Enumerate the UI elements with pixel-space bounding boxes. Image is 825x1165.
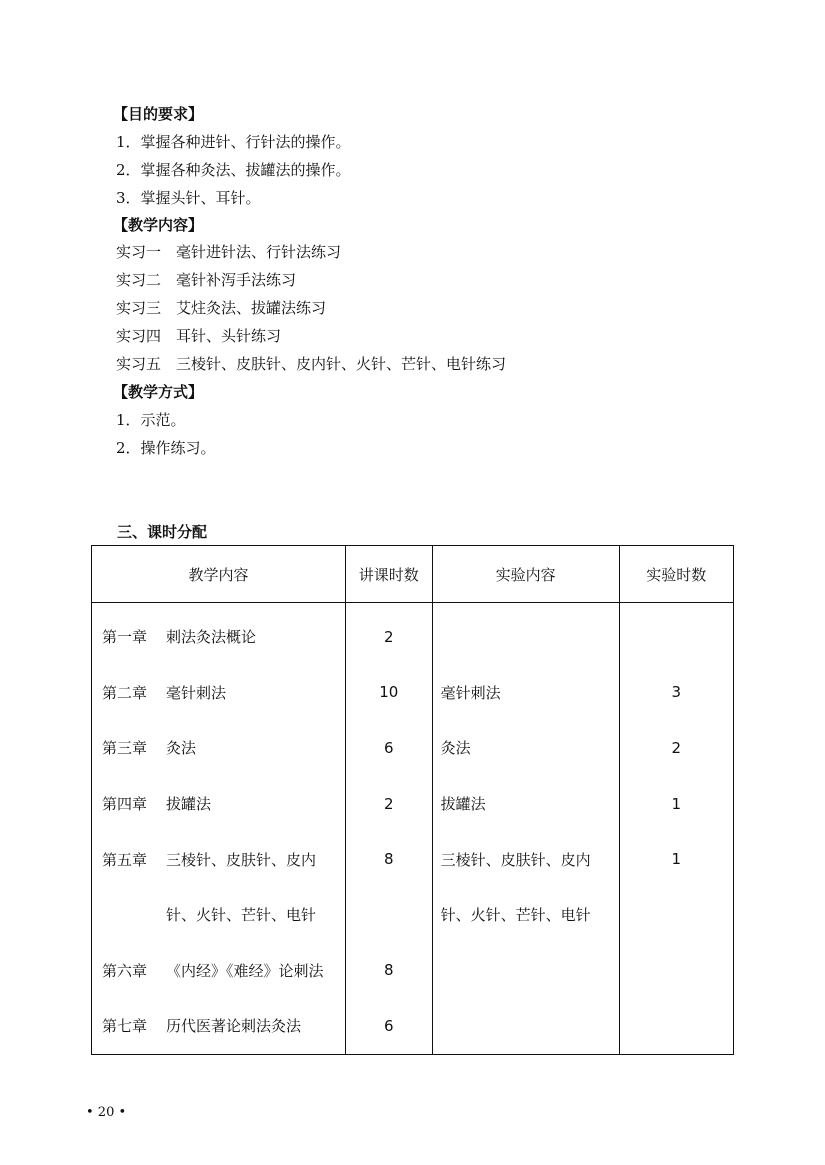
lab-content-cell xyxy=(432,603,619,665)
lecture-hours-cell: 8 xyxy=(346,831,433,887)
lab-content-cell xyxy=(432,943,619,999)
lab-hours-cell xyxy=(619,998,733,1054)
chapter-topic: 灸法 xyxy=(166,739,197,758)
chapter-topic: 刺法灸法概论 xyxy=(166,628,257,647)
chapter-label: 第四章 xyxy=(102,795,148,814)
content-cell: 针、火针、芒针、电针 xyxy=(92,887,346,943)
content-cell xyxy=(92,720,346,776)
lab-content-cell xyxy=(432,998,619,1054)
lab-hours-cell: 2 xyxy=(619,720,733,776)
lecture-hours-cell: 8 xyxy=(346,943,433,999)
objective-item: 2．掌握各种灸法、拔罐法的操作。 xyxy=(116,161,351,179)
method-item: 1．示范。 xyxy=(116,411,186,429)
practice-item: 实习一 毫针进针法、行针法练习 xyxy=(116,243,342,261)
table-row xyxy=(92,603,734,665)
table-header-row xyxy=(92,546,734,603)
chapter-topic: 三棱针、皮肤针、皮内 xyxy=(166,850,317,869)
header-lecture-hours: 讲课时数 xyxy=(346,546,433,603)
table-row xyxy=(92,720,734,776)
lab-content-cell: 针、火针、芒针、电针 xyxy=(432,887,619,943)
content-cell xyxy=(92,603,346,665)
objective-item: 3．掌握头针、耳针。 xyxy=(116,189,261,207)
lab-content-cell: 灸法 xyxy=(432,720,619,776)
lab-hours-cell: 1 xyxy=(619,831,733,887)
header-lab-hours: 实验时数 xyxy=(619,546,733,603)
section-heading-content: 【教学内容】 xyxy=(113,216,204,234)
chapter-label: 第六章 xyxy=(102,961,148,980)
practice-item: 实习四 耳针、头针练习 xyxy=(116,327,282,345)
lecture-hours-cell: 2 xyxy=(346,603,433,665)
content-cell xyxy=(92,776,346,832)
table-row xyxy=(92,776,734,832)
chapter-topic: 拔罐法 xyxy=(166,795,212,814)
content-cell xyxy=(92,943,346,999)
lecture-hours-cell: 6 xyxy=(346,998,433,1054)
practice-item: 实习五 三棱针、皮肤针、皮内针、火针、芒针、电针练习 xyxy=(116,355,507,373)
chapter-topic: 毫针刺法 xyxy=(166,683,227,702)
page-number: • 20 • xyxy=(86,1105,127,1120)
content-cell xyxy=(92,831,346,887)
lab-hours-cell: 1 xyxy=(619,776,733,832)
header-content: 教学内容 xyxy=(92,546,346,603)
method-item: 2．操作练习。 xyxy=(116,439,216,457)
table-row xyxy=(92,665,734,721)
lab-hours-cell xyxy=(619,887,733,943)
lecture-hours-cell xyxy=(346,887,433,943)
table-row xyxy=(92,887,734,943)
hours-table xyxy=(91,545,734,1055)
practice-item: 实习三 艾炷灸法、拔罐法练习 xyxy=(116,299,327,317)
content-cell xyxy=(92,665,346,721)
lecture-hours-cell: 10 xyxy=(346,665,433,721)
chapter-label: 第七章 xyxy=(102,1017,148,1036)
chapter-label: 第五章 xyxy=(102,850,148,869)
table-row xyxy=(92,943,734,999)
chapter-topic: 《内经》《难经》论刺法 xyxy=(166,961,324,980)
header-lab-content: 实验内容 xyxy=(432,546,619,603)
lab-hours-cell xyxy=(619,603,733,665)
chapter-label: 第三章 xyxy=(102,739,148,758)
content-cell xyxy=(92,998,346,1054)
lab-content-cell: 毫针刺法 xyxy=(432,665,619,721)
chapter-label: 第一章 xyxy=(102,628,148,647)
lecture-hours-cell: 2 xyxy=(346,776,433,832)
objective-item: 1．掌握各种进针、行针法的操作。 xyxy=(116,133,351,151)
chapter-topic: 历代医著论刺法灸法 xyxy=(166,1017,302,1036)
table-title: 三、课时分配 xyxy=(117,523,208,541)
section-heading-objectives: 【目的要求】 xyxy=(113,105,204,123)
chapter-label: 第二章 xyxy=(102,683,148,702)
lecture-hours-cell: 6 xyxy=(346,720,433,776)
practice-item: 实习二 毫针补泻手法练习 xyxy=(116,271,297,289)
table-row xyxy=(92,998,734,1054)
table-row xyxy=(92,831,734,887)
section-heading-method: 【教学方式】 xyxy=(113,383,204,401)
lab-hours-cell xyxy=(619,943,733,999)
lab-hours-cell: 3 xyxy=(619,665,733,721)
lab-content-cell: 拔罐法 xyxy=(432,776,619,832)
lab-content-cell: 三棱针、皮肤针、皮内 xyxy=(432,831,619,887)
